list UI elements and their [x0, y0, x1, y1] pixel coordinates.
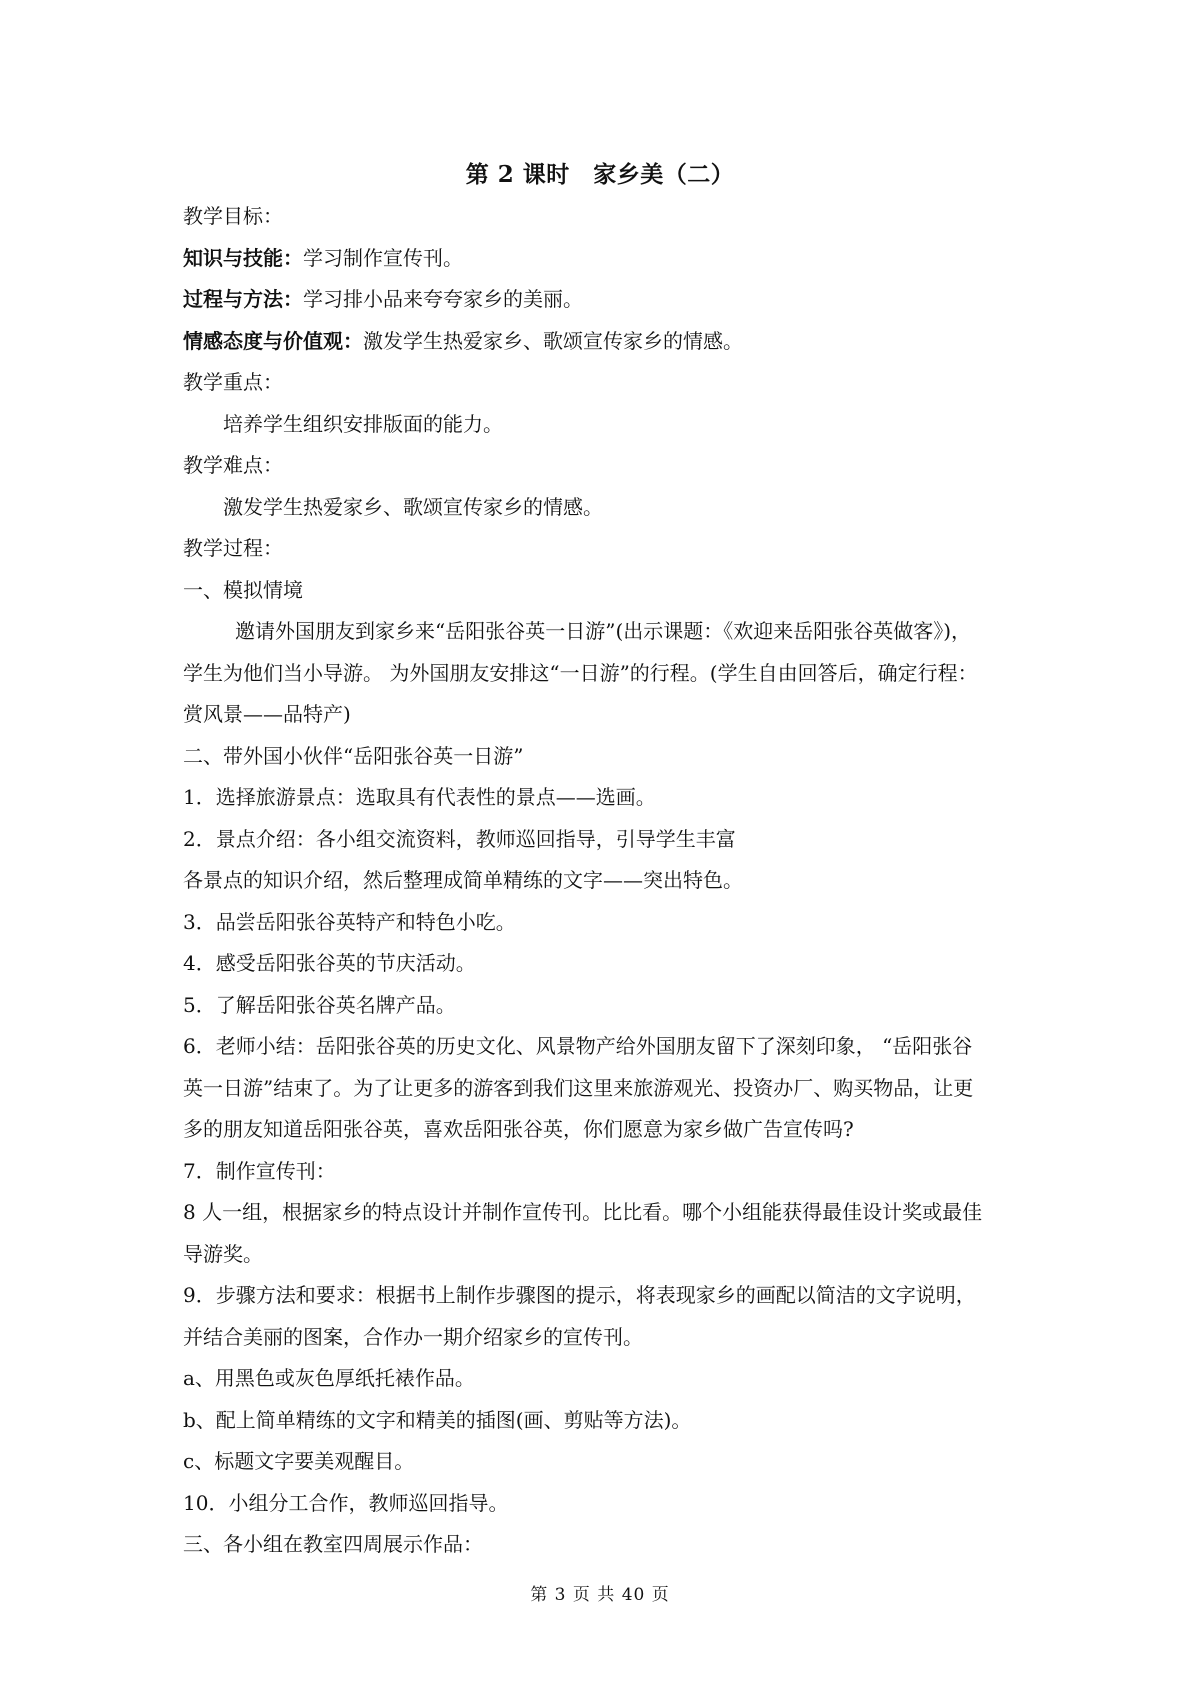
- objective-label: 过程与方法：: [183, 287, 303, 311]
- paragraph-line: c、标题文字要美观醒目。: [183, 1449, 415, 1473]
- difficulty-text: 激发学生热爱家乡、歌颂宣传家乡的情感。: [223, 494, 603, 519]
- key-point-heading: 教学重点：: [183, 370, 283, 394]
- objective-label: 情感态度与价值观：: [183, 328, 363, 353]
- key-point-text: 培养学生组织安排版面的能力。: [223, 411, 503, 436]
- paragraph-line: 邀请外国朋友到家乡来“岳阳张谷英一日游”(出示课题：《欢迎来岳阳张谷英做客》)，: [235, 619, 972, 643]
- paragraph-line: 6．老师小结：岳阳张谷英的历史文化、风景物产给外国朋友留下了深刻印象， “岳阳张谷: [183, 1034, 973, 1058]
- process-heading: 教学过程：: [183, 536, 283, 560]
- paragraph-line: 赏风景——品特产): [183, 702, 351, 726]
- objective-text: 学习制作宣传刊。: [303, 245, 463, 270]
- objective-process: [183, 279, 1029, 321]
- difficulty-heading: 教学难点：: [183, 453, 283, 477]
- paragraph-line: 5．了解岳阳张谷英名牌产品。: [183, 992, 456, 1017]
- paragraph-line: 7．制作宣传刊：: [183, 1158, 336, 1183]
- paragraph-line: 各景点的知识介绍，然后整理成简单精练的文字——突出特色。: [183, 868, 743, 892]
- objective-text: 激发学生热爱家乡、歌颂宣传家乡的情感。: [363, 328, 743, 353]
- paragraph-line: 1．选择旅游景点：选取具有代表性的景点——选画。: [183, 785, 656, 809]
- objective-label: 知识与技能：: [183, 245, 303, 270]
- section3-heading: 三、各小组在教室四周展示作品：: [183, 1532, 483, 1556]
- paragraph-line: 9．步骤方法和要求：根据书上制作步骤图的提示，将表现家乡的画配以简洁的文字说明，: [183, 1283, 976, 1307]
- objective-text: 学习排小品来夸夸家乡的美丽。: [303, 287, 583, 311]
- paragraph-line: 2．景点介绍：各小组交流资料，教师巡回指导，引导学生丰富: [183, 826, 736, 851]
- page-number-footer: 第 3 页 共 40 页: [530, 1585, 670, 1605]
- paragraph-line: 学生为他们当小导游。 为外国朋友安排这“一日游”的行程。(学生自由回答后，确定行程：: [183, 660, 978, 685]
- paragraph-line: b、配上简单精练的文字和精美的插图(画、剪贴等方法)。: [183, 1407, 692, 1432]
- objectives-heading: 教学目标：: [183, 204, 283, 228]
- objective-knowledge: [183, 238, 1029, 280]
- paragraph-line: a、用黑色或灰色厚纸托裱作品。: [183, 1366, 475, 1390]
- section2-heading: 二、带外国小伙伴“岳阳张谷英一日游”: [183, 743, 524, 768]
- lesson-content: [183, 196, 1029, 1566]
- paragraph-line: 导游奖。: [183, 1241, 263, 1266]
- objective-attitude: [183, 321, 1029, 363]
- paragraph-line: 10．小组分工合作，教师巡回指导。: [183, 1490, 509, 1515]
- paragraph-line: 8 人一组，根据家乡的特点设计并制作宣传刊。比比看。哪个小组能获得最佳设计奖或最佳: [183, 1200, 983, 1224]
- paragraph-line: 并结合美丽的图案，合作办一期介绍家乡的宣传刊。: [183, 1324, 643, 1349]
- paragraph-line: 多的朋友知道岳阳张谷英，喜欢岳阳张谷英，你们愿意为家乡做广告宣传吗?: [183, 1117, 854, 1141]
- paragraph-line: 英一日游”结束了。为了让更多的游客到我们这里来旅游观光、投资办厂、购买物品，让更: [183, 1075, 974, 1100]
- paragraph-line: 4．感受岳阳张谷英的节庆活动。: [183, 951, 476, 975]
- section1-heading: 一、模拟情境: [183, 577, 303, 602]
- lesson-title: 第 2 课时 家乡美（二）: [465, 161, 735, 188]
- paragraph-line: 3．品尝岳阳张谷英特产和特色小吃。: [183, 909, 516, 934]
